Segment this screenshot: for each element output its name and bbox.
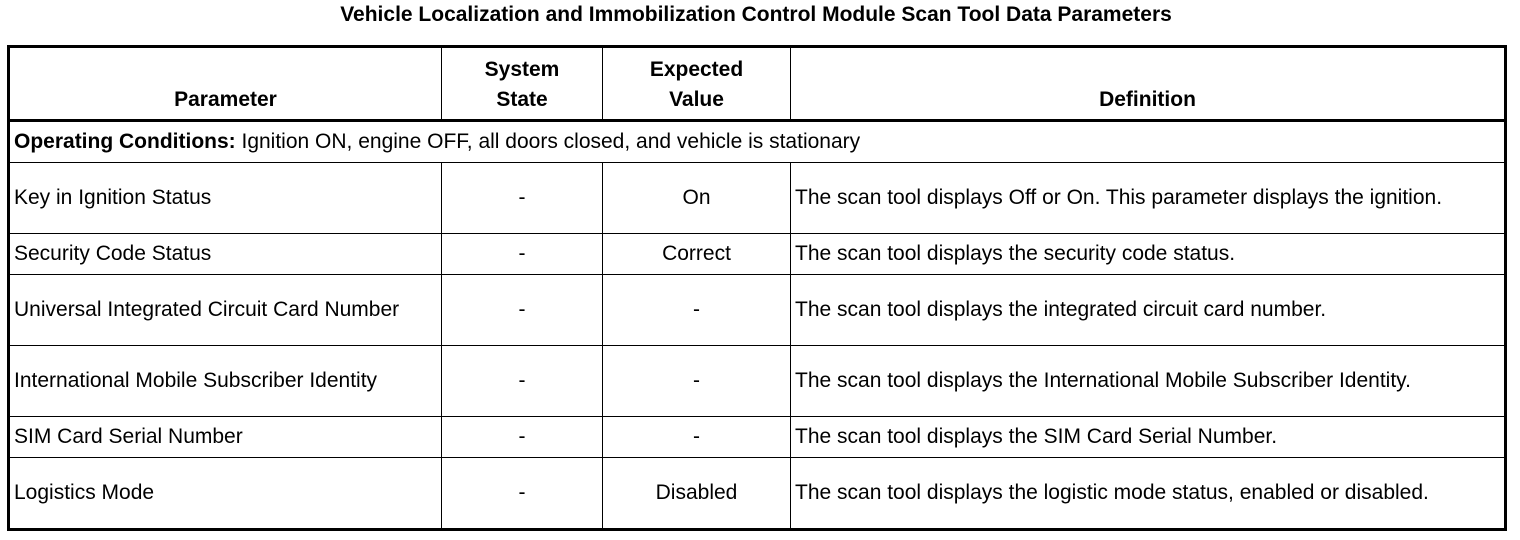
header-parameter — [9, 47, 442, 121]
header-system-state-line2: State — [496, 88, 548, 111]
header-expected-value — [603, 47, 791, 121]
cell-definition: The scan tool displays the integrated circuit card number. — [791, 275, 1506, 346]
cell-parameter: International Mobile Subscriber Identity — [9, 346, 442, 417]
header-system-state-line1: System — [484, 58, 560, 81]
table-row — [9, 163, 1506, 234]
table-body — [9, 121, 1506, 530]
operating-conditions-cell — [9, 121, 1506, 163]
cell-expected-value: - — [603, 346, 791, 417]
cell-expected-value: - — [603, 417, 791, 458]
cell-system-state: - — [442, 163, 603, 234]
cell-definition: The scan tool displays the security code status. — [791, 234, 1506, 275]
document-title: Vehicle Localization and Immobilization Control Module Scan Tool Data Parameters — [340, 3, 1172, 26]
table-header — [9, 47, 1506, 121]
cell-system-state: - — [442, 458, 603, 530]
cell-expected-value: - — [603, 275, 791, 346]
header-definition-label: Definition — [1099, 88, 1196, 111]
header-system-state — [442, 47, 603, 121]
table-row — [9, 458, 1506, 530]
cell-definition: The scan tool displays the International Mobile Subscriber Identity. — [791, 346, 1506, 417]
cell-system-state: - — [442, 275, 603, 346]
header-expected-value-line2: Value — [669, 88, 724, 111]
cell-system-state: - — [442, 417, 603, 458]
cell-parameter: Security Code Status — [9, 234, 442, 275]
cell-definition: The scan tool displays the SIM Card Serial Number. — [791, 417, 1506, 458]
table-row — [9, 346, 1506, 417]
table-row — [9, 275, 1506, 346]
cell-parameter: SIM Card Serial Number — [9, 417, 442, 458]
cell-expected-value: Disabled — [603, 458, 791, 530]
header-parameter-label: Parameter — [174, 88, 277, 111]
cell-expected-value: Correct — [603, 234, 791, 275]
cell-parameter: Key in Ignition Status — [9, 163, 442, 234]
cell-parameter: Universal Integrated Circuit Card Number — [9, 275, 442, 346]
header-expected-value-line1: Expected — [649, 58, 744, 81]
cell-definition: The scan tool displays the logistic mode status, enabled or disabled. — [791, 458, 1506, 530]
operating-conditions-row — [9, 121, 1506, 163]
cell-definition: The scan tool displays Off or On. This parameter displays the ignition. — [791, 163, 1506, 234]
scan-tool-parameters-table — [7, 45, 1507, 531]
operating-conditions-text: Ignition ON, engine OFF, all doors closed, and vehicle is stationary — [235, 130, 861, 153]
cell-parameter: Logistics Mode — [9, 458, 442, 530]
table-row — [9, 234, 1506, 275]
table-row — [9, 417, 1506, 458]
header-row — [9, 47, 1506, 121]
cell-system-state: - — [442, 346, 603, 417]
cell-expected-value: On — [603, 163, 791, 234]
header-definition — [791, 47, 1506, 121]
operating-conditions-label: Operating Conditions: — [14, 130, 236, 153]
cell-system-state: - — [442, 234, 603, 275]
